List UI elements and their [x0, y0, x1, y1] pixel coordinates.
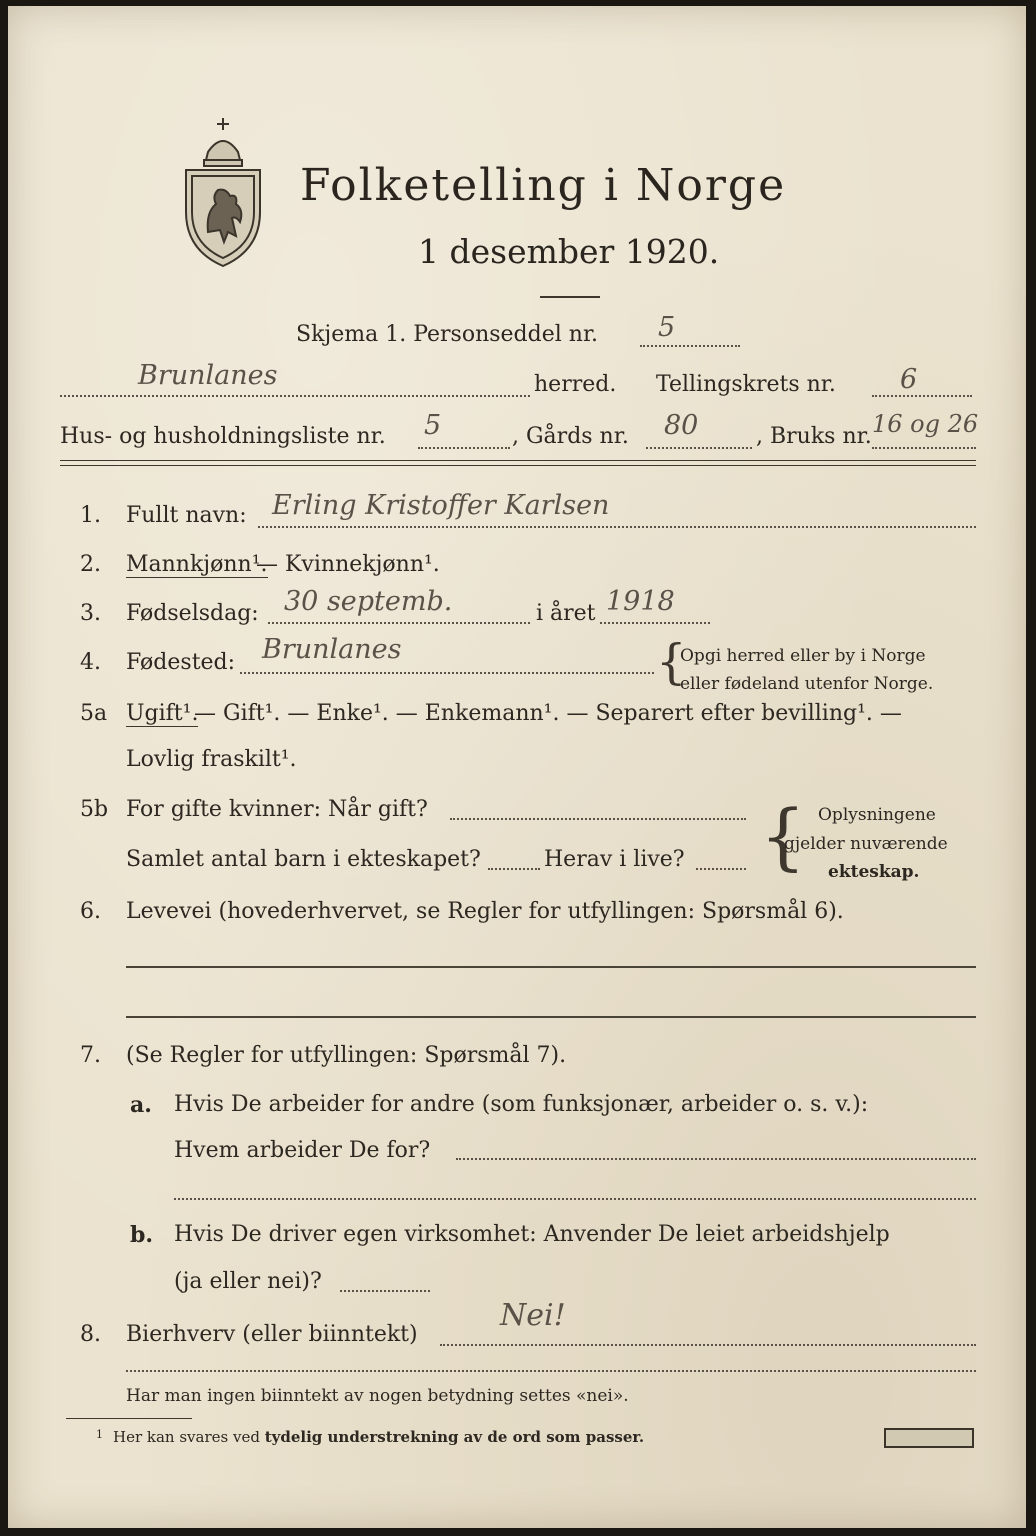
q2-number: 2. [80, 552, 101, 577]
q5a-number: 5a [80, 701, 108, 726]
q7a-letter: a. [130, 1092, 152, 1118]
side-income-field[interactable] [440, 1344, 976, 1346]
form-title: Folketelling i Norge [300, 160, 787, 211]
printer-stamp [884, 1428, 974, 1448]
tellingskrets-value: 6 [900, 364, 918, 395]
q7-number: 7. [80, 1043, 101, 1068]
personseddel-value: 5 [658, 312, 676, 343]
husholdningsliste-field[interactable] [418, 447, 510, 449]
q5a-line2[interactable]: Lovlig fraskilt¹. [126, 747, 297, 772]
q1-number: 1. [80, 503, 101, 528]
side-income-field-2[interactable] [126, 1370, 976, 1372]
birthday-value: 30 septemb. [284, 586, 453, 617]
norwegian-coat-of-arms-icon [178, 112, 268, 270]
q2-male[interactable] [126, 552, 268, 577]
q7b-question: (ja eller nei)? [174, 1269, 322, 1294]
bruks-field[interactable] [872, 447, 976, 449]
children-alive-field[interactable] [696, 868, 746, 870]
q7a-question: Hvem arbeider De for? [174, 1138, 431, 1163]
personseddel-field[interactable] [640, 345, 740, 347]
husholdningsliste-label: Hus- og husholdningsliste nr. [60, 424, 386, 449]
birthday-field[interactable] [268, 622, 530, 624]
q5b-note-line1: Oplysningene [818, 805, 936, 825]
hired-help-field[interactable] [340, 1290, 430, 1292]
q7b-letter: b. [130, 1222, 154, 1248]
children-count-field[interactable] [488, 868, 540, 870]
married-when-field[interactable] [450, 818, 746, 820]
herred-label: herred. [534, 372, 617, 397]
q4-label: Fødested: [126, 650, 236, 675]
bruks-label: , Bruks nr. [756, 424, 872, 449]
side-income-value: Nei! [500, 1298, 566, 1333]
q1-label: Fullt navn: [126, 503, 247, 528]
q7-label: (Se Regler for utfyllingen: Spørsmål 7). [126, 1043, 567, 1068]
header-divider-top [60, 460, 976, 461]
footnote-divider [66, 1418, 192, 1419]
tellingskrets-field[interactable] [872, 395, 972, 397]
q3-year-label: i året [536, 601, 596, 626]
q4-brace: { [656, 634, 687, 690]
birth-year-field[interactable] [600, 622, 710, 624]
header-divider-bottom [60, 465, 976, 466]
q6-number: 6. [80, 899, 101, 924]
full-name-field[interactable] [258, 526, 976, 528]
full-name-value: Erling Kristoffer Karlsen [272, 490, 610, 521]
q8-label: Bierhverv (eller biinntekt) [126, 1322, 418, 1347]
note-no-income: Har man ingen biinntekt av nogen betydning settes «nei». [126, 1386, 629, 1406]
q5a-rest[interactable]: — Gift¹. — Enke¹. — Enkemann¹. — Separert efter bevilling¹. — [194, 701, 902, 726]
title-divider [540, 296, 600, 298]
q5b-label3: Herav i live? [544, 847, 685, 872]
q5b-brace: { [760, 794, 806, 878]
q5a-unmarried[interactable] [126, 701, 198, 726]
q4-note-line2: eller fødeland utenfor Norge. [680, 674, 934, 694]
herred-value: Brunlanes [138, 360, 278, 391]
q3-number: 3. [80, 601, 101, 626]
birthplace-value: Brunlanes [262, 634, 402, 665]
q6-label: Levevei (hovederhvervet, se Regler for utfyllingen: Spørsmål 6). [126, 899, 844, 924]
q5a-unmarried-option: Ugift¹. [126, 701, 199, 726]
footnote-mark: 1 [96, 1428, 103, 1441]
q5b-label1: For gifte kvinner: Når gift? [126, 797, 428, 822]
q2-male-option: Mannkjønn¹. [126, 552, 268, 577]
q5b-note-line2: gjelder nuværende [784, 834, 948, 854]
gards-label: , Gårds nr. [512, 424, 629, 449]
employer-field-2[interactable] [174, 1198, 976, 1200]
q5b-note-line3: ekteskap. [828, 862, 920, 882]
footnote-text: Her kan svares ved [113, 1428, 265, 1446]
occupation-line2[interactable] [126, 1016, 976, 1018]
q4-number: 4. [80, 650, 101, 675]
husholdningsliste-value: 5 [424, 410, 442, 441]
bruks-value: 16 og 26 [872, 410, 979, 438]
footnote-bold: tydelig understrekning av de ord som passer. [264, 1428, 645, 1446]
q4-note-line1: Opgi herred eller by i Norge [680, 646, 926, 666]
herred-field[interactable] [60, 395, 530, 397]
footnote [96, 1428, 644, 1446]
schema-label: Skjema 1. Personseddel nr. [296, 322, 599, 347]
occupation-line1[interactable] [126, 966, 976, 968]
employer-field[interactable] [456, 1158, 976, 1160]
q5b-number: 5b [80, 797, 109, 822]
gards-field[interactable] [646, 447, 752, 449]
q2-rest[interactable]: — Kvinnekjønn¹. [256, 552, 440, 577]
q5b-label2: Samlet antal barn i ekteskapet? [126, 847, 481, 872]
gards-value: 80 [664, 410, 699, 441]
q8-number: 8. [80, 1322, 101, 1347]
birth-year-value: 1918 [606, 586, 675, 617]
q7b-label: Hvis De driver egen virksomhet: Anvender De leiet arbeidshjelp [174, 1222, 890, 1247]
form-date: 1 desember 1920. [418, 232, 720, 271]
birthplace-field[interactable] [240, 672, 654, 674]
q7a-label: Hvis De arbeider for andre (som funksjonær, arbeider o. s. v.): [174, 1092, 869, 1117]
q3-label: Fødselsdag: [126, 601, 259, 626]
tellingskrets-label: Tellingskrets nr. [656, 372, 836, 397]
